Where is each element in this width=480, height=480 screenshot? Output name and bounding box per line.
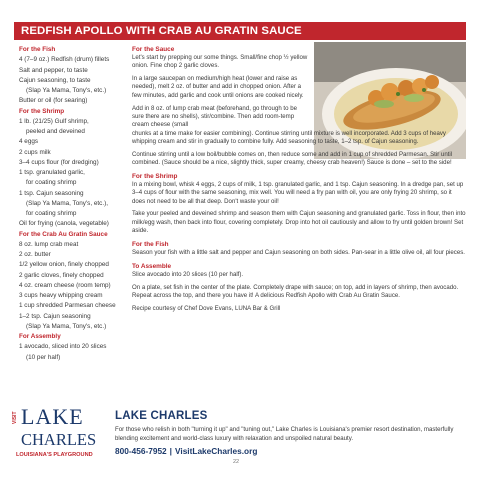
ingredient-item: (Slap Ya Mama, Tony's, etc.)	[26, 322, 107, 330]
recipe-title: REDFISH APOLLO WITH CRAB AU GRATIN SAUCE	[14, 22, 466, 40]
ingredient-item: Butter or oil (for searing)	[19, 97, 88, 105]
recipe-credit: Recipe courtesy of Chef Dove Evans, LUNA Bar & Grill	[132, 304, 281, 312]
ingredient-item: Cajun seasoning, to taste	[19, 76, 91, 84]
ingredient-item: 2 cups milk	[19, 148, 51, 156]
svg-text:VISIT: VISIT	[12, 411, 18, 424]
ingredient-item: 1 avocado, sliced into 20 slices	[19, 343, 107, 351]
shrimp-step-1: In a mixing bowl, whisk 4 eggs, 2 cups of milk, 1 tsp. granulated garlic, and 1 tsp. Cajun seasoning. In a dredge pan, set up 3–4 cups of flour with the same seasoning, mix well. You will need a fry pan with oil, you are only frying 20 shrimp, so it does not need to be all that deep. Don't waste your oil!	[132, 180, 464, 205]
ingredient-item: (Slap Ya Mama, Tony's, etc.),	[26, 199, 108, 207]
ingredient-item: Oil for frying (canola, vegetable)	[19, 220, 109, 228]
ingredient-heading: For the Fish	[19, 46, 56, 53]
ingredient-item: 1/2 yellow onion, finely chopped	[19, 261, 109, 269]
ingredient-item: 2 garlic cloves, finely chopped	[19, 271, 104, 279]
ingredient-item: 3–4 cups flour (for dredging)	[19, 158, 99, 166]
website-link[interactable]: VisitLakeCharles.org	[175, 446, 258, 456]
page-number: 22	[233, 459, 240, 465]
footer-title: LAKE CHARLES	[115, 410, 208, 422]
shrimp-heading: For the Shrimp	[132, 172, 178, 180]
sauce-step-3a: Add in 8 oz. of lump crab meat (beforehand, go through to be sure there are no shells), stir/combine. Then add room-temp cream cheese (small	[132, 104, 297, 129]
footer-contact	[115, 446, 257, 456]
ingredient-item: 2 oz. butter	[19, 251, 51, 258]
ingredient-item: 1 tsp. granulated garlic,	[19, 169, 85, 176]
sauce-step-2: In a large saucepan on medium/high heat (lower and raise as needed), melt 2 oz. of butter and add in chopped onion. After a few minutes, add garlic and cook until onions are cooked nicely.	[132, 75, 304, 99]
ingredient-item: 4 (7–9 oz.) Redfish (drum) fillets	[19, 56, 110, 64]
sauce-heading: For the Sauce	[132, 46, 175, 53]
ingredient-item: Salt and pepper, to taste	[19, 66, 88, 74]
assemble-step-2: On a plate, set fish in the center of the plate. Completely drape with sauce; on top, add in layers of shrimp, then avocado. Repeat across the top, and there you have it! A delicious Redfish Apollo with Crab Au Gratin Sauce.	[132, 283, 459, 299]
ingredient-item: 1–2 tsp. Cajun seasoning	[19, 312, 91, 320]
fish-heading: For the Fish	[132, 240, 169, 248]
ingredient-item: (Slap Ya Mama, Tony's, etc.)	[26, 87, 107, 94]
phone-number[interactable]: 800-456-7952	[115, 446, 167, 456]
ingredient-item: peeled and deveined	[26, 128, 85, 135]
assemble-step-1: Slice avocado into 20 slices (10 per half).	[132, 270, 244, 278]
ingredient-item: 1 lb. (21/25) Gulf shrimp,	[19, 117, 89, 125]
ingredient-item: 8 oz. lump crab meat	[19, 240, 79, 248]
footer-description: For those who relish in both "turning it up" and "tuning out," Lake Charles is Louisiana's premier resort destination, masterfully blending excitement and world-class luxury with relaxation and unspoiled natural beauty.	[115, 426, 454, 442]
ingredient-heading: For the Shrimp	[19, 107, 65, 115]
ingredient-item: for coating shrimp	[26, 179, 77, 187]
visit-lake-charles-logo	[10, 402, 108, 464]
svg-text:CHARLES: CHARLES	[21, 430, 97, 449]
svg-text:LOUISIANA'S PLAYGROUND: LOUISIANA'S PLAYGROUND	[16, 452, 93, 458]
assemble-heading: To Assemble	[132, 262, 172, 270]
ingredient-item: for coating shrimp	[26, 210, 77, 217]
ingredient-item: 4 oz. cream cheese (room temp)	[19, 281, 111, 289]
ingredient-item: 1 cup shredded Parmesan cheese	[19, 302, 116, 310]
ingredients-list	[19, 45, 127, 363]
ingredient-item: (10 per half)	[26, 353, 61, 361]
svg-text:LAKE: LAKE	[21, 404, 84, 429]
sauce-step-4: Continue stirring until a low boil/bubble comes on, then reduce some and add in 1 cup of shredded Parmesan. Stir until combined. (Sauce should be a nice, slightly thick, super creamy, cheesy crab heaven!) Sauce is done – set to the side!	[132, 150, 453, 167]
ingredient-item: 3 cups heavy whipping cream	[19, 292, 103, 299]
shrimp-step-2: Take your peeled and deveined shrimp and season them with Cajun seasoning and granulated garlic. Toss in flour, then into milk/egg wash, then back into flour, covering completely. Drop into hot oil cautiously and allow to fry until golden brown! Set aside.	[132, 210, 466, 235]
ingredient-item: 1 tsp. Cajun seasoning	[19, 189, 84, 197]
ingredient-item: 4 eggs	[19, 138, 39, 146]
ingredient-heading: For the Crab Au Gratin Sauce	[19, 230, 108, 238]
sauce-step-1: Let's start by prepping our some things. Small/fine chop ½ yellow onion. Fine chop 2 garlic cloves.	[132, 54, 308, 70]
sauce-step-3b: chunks at a time make for easier combining). Continue stirring until mixture is well incorporated. Add 3 cups of heavy whipping cream and stir in gradually to combine fully. Add seasoning to taste, 1–2 tsp. of Cajun seasoning.	[132, 129, 446, 145]
fish-step-1: Season your fish with a little salt and pepper and Cajun seasoning on both sides. Pan-sear in a little olive oil, all four pieces.	[132, 248, 465, 256]
instructions	[132, 45, 466, 318]
contact-separator: |	[169, 446, 172, 456]
ingredient-heading: For Assembly	[19, 333, 61, 340]
